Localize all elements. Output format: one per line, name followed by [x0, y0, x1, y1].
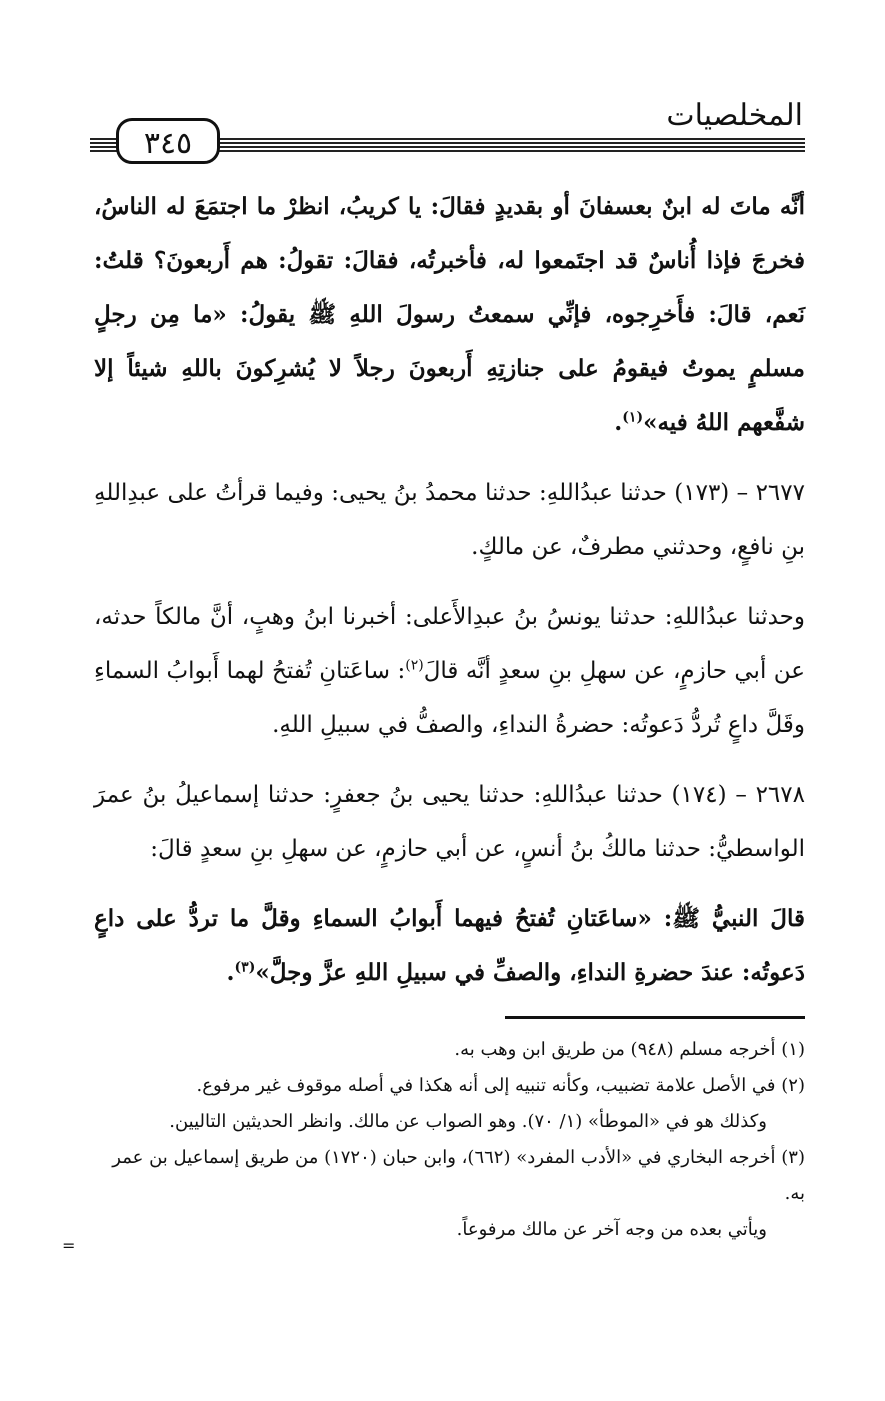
paragraph-2678: ٢٦٧٨ – (١٧٤) حدثنا عبدُاللهِ: حدثنا يحيى بنُ جعفرٍ: حدثنا إسماعيلُ بنُ عمرَ الواسطيُّ: حدثنا مالكُ بنُ أنسٍ، عن أبي حازمٍ، عن سهلِ بنِ سعدٍ قالَ:: [94, 782, 805, 862]
main-text: [94, 180, 805, 1016]
paragraph-hadith-text: [94, 892, 805, 1000]
paragraph-text-after: : ساعَتانِ تُفتحُ لهما أَبوابُ السماءِ وقَلَّ داعٍ تُردُّ دَعوتُه: حضرةُ النداءِ، والصفُّ في سبيلِ اللهِ.: [94, 658, 805, 738]
paragraph-2677: ٢٦٧٧ – (١٧٣) حدثنا عبدُاللهِ: حدثنا محمدُ بنُ يحيى: وفيما قرأتُ على عبدِاللهِ بنِ نافعٍ، وحدثني مطرفٌ، عن مالكٍ.: [94, 480, 805, 560]
footnote-ref-2: (٢): [405, 657, 424, 674]
footnotes: [94, 1032, 805, 1248]
footnote-2: (٢) في الأصل علامة تضبيب، وكأنه تنبيه إلى أنه هكذا في أصله موقوف غير مرفوع.: [196, 1075, 805, 1096]
margin-mark: =: [62, 1236, 76, 1255]
sentence-end: .: [614, 409, 623, 436]
footnote-2-continuation: وكذلك هو في «الموطأ» (١/ ٧٠). وهو الصواب عن مالك. وانظر الحديثين التاليين.: [169, 1111, 767, 1132]
footnote-ref-3: (٣): [234, 959, 256, 976]
footnote-3-continuation: ويأتي بعده من وجه آخر عن مالك مرفوعاً.: [456, 1219, 767, 1240]
paragraph-text: قالَ النبيُّ ﷺ: «ساعَتانِ تُفتحُ فيهما أَبوابُ السماءِ وقلَّ ما تردُّ على داعٍ دَعوتُه: عندَ حضرةِ النداءِ، والصفِّ في سبيلِ اللهِ عزَّ وجلَّ»: [94, 905, 805, 986]
footnote-3: (٣) أخرجه البخاري في «الأدب المفرد» (٦٦٢)، وابن حبان (١٧٢٠) من طريق إسماعيل بن عمر به.: [112, 1147, 805, 1204]
paragraph-text: أنَّه ماتَ له ابنٌ بعسفانَ أو بقديدٍ فقالَ: يا كريبُ، انظرْ ما اجتمَعَ له الناسُ، فخرجَ فإذا أُناسٌ قد اجتَمعوا له، فأخبرتُه، فقالَ: تقولُ: هم أَربعونَ؟ قلتُ: نَعم، قالَ: فأَخرِجوه، فإنِّي سمعتُ رسولَ اللهِ ﷺ يقولُ: «ما مِن رجلٍ مسلمٍ يموتُ فيقومُ على جنازتِهِ أَربعونَ رجلاً لا يُشرِكونَ باللهِ شيئاً إلا شفَّعهم اللهُ فيه»: [94, 193, 805, 436]
paragraph-text-before: وحدثنا عبدُاللهِ: حدثنا يونسُ بنُ عبدِالأَعلى: أخبرنا ابنُ وهبٍ، أنَّ مالكاً حدثه، عن أبي حازمٍ، عن سهلِ بنِ سعدٍ أنَّه قالَ: [94, 604, 805, 684]
page-number: ٣٤٥: [116, 118, 220, 164]
footnote-separator: [505, 1016, 805, 1019]
running-title: المخلصيات: [666, 98, 803, 133]
paragraph-hadith-continuation: [94, 180, 805, 450]
paragraph-isnad-2: [94, 590, 805, 752]
footnote-ref-1: (١): [622, 409, 644, 426]
sentence-end: .: [226, 959, 235, 986]
footnote-1: (١) أخرجه مسلم (٩٤٨) من طريق ابن وهب به.: [454, 1039, 805, 1060]
